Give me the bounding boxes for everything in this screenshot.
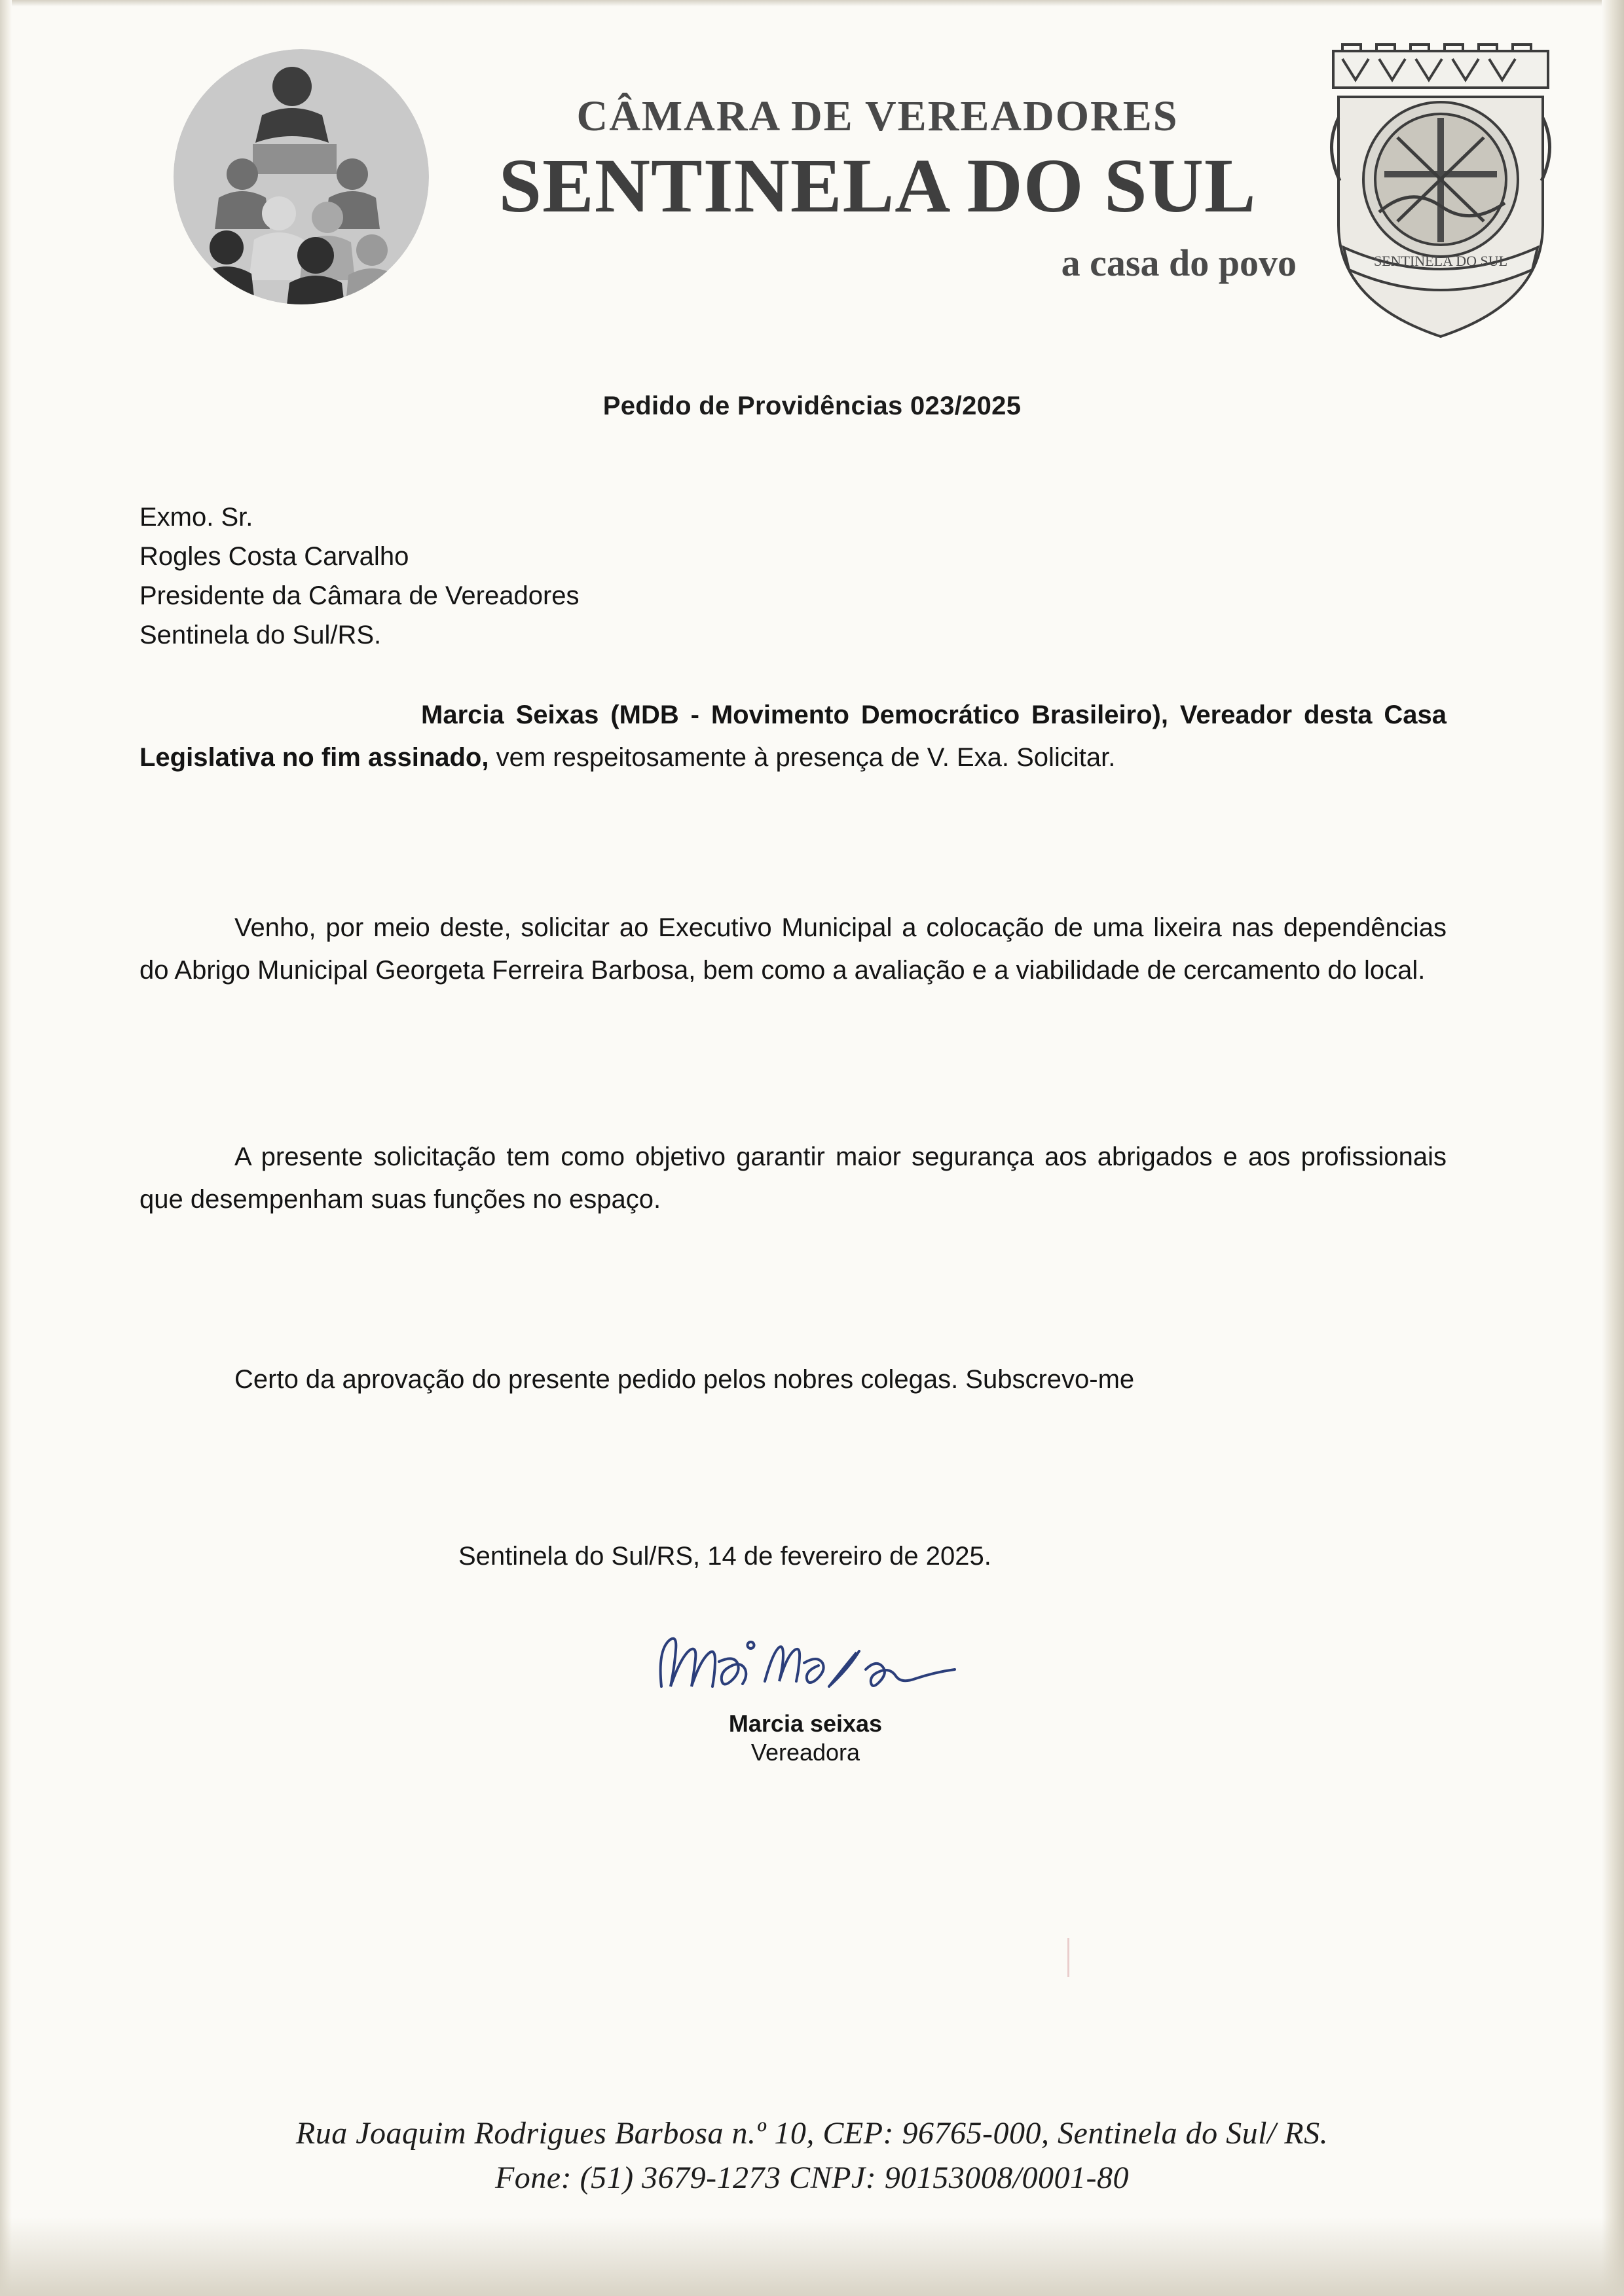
letterhead-text bbox=[452, 92, 1303, 285]
signature-role: Vereadora bbox=[750, 1739, 860, 1766]
addressee-line-4: Sentinela do Sul/RS. bbox=[139, 621, 382, 649]
paragraph-intro bbox=[139, 694, 1447, 779]
paragraph-justification: A presente solicitação tem como objetivo garantir maior segurança aos abrigados e aos profissionais que desempenham suas funções no espaço. bbox=[139, 1142, 1447, 1214]
letterhead-slogan: a casa do povo bbox=[1061, 241, 1297, 284]
footer-line-2: Fone: (51) 3679-1273 CNPJ: 90153008/0001-80 bbox=[494, 2160, 1130, 2196]
paragraph-intro-bold: Marcia Seixas (MDB - Movimento Democrático Brasileiro), Vereador desta Casa Legislativa no fim assinado, bbox=[139, 701, 1447, 772]
faint-scan-mark bbox=[1067, 1938, 1069, 1977]
signature-name: Marcia seixas bbox=[728, 1710, 883, 1737]
footer-line-1: Rua Joaquim Rodrigues Barbosa n.º 10, CEP: 96765-000, Sentinela do Sul/ RS. bbox=[295, 2116, 1329, 2151]
addressee-line-3: Presidente da Câmara de Vereadores bbox=[139, 581, 580, 610]
letterhead-line-1: CÂMARA DE VEREADORES bbox=[576, 92, 1179, 140]
footer-address bbox=[0, 2111, 1624, 2200]
coat-of-arms-icon bbox=[1316, 39, 1565, 347]
paragraph-intro-rest: vem respeitosamente à presença de V. Exa. Solicitar. bbox=[489, 742, 1116, 772]
paragraph-closing: Certo da aprovação do presente pedido pelos nobres colegas. Subscrevo-me bbox=[234, 1365, 1135, 1394]
document-title: Pedido de Providências 023/2025 bbox=[602, 392, 1022, 420]
addressee-line-1: Exmo. Sr. bbox=[139, 503, 253, 532]
svg-text:SENTINELA DO SUL: SENTINELA DO SUL bbox=[1373, 253, 1508, 269]
addressee-line-2: Rogles Costa Carvalho bbox=[139, 542, 409, 571]
paragraph-request: Venho, por meio deste, solicitar ao Executivo Municipal a colocação de uma lixeira nas dependências do Abrigo Municipal Georgeta Ferreira Barbosa, bem como a avaliação e a viabilidade de cercamento do local. bbox=[139, 913, 1447, 985]
letterhead-line-2: SENTINELA DO SUL bbox=[498, 143, 1257, 228]
letterhead bbox=[138, 26, 1506, 367]
addressee-block bbox=[139, 498, 580, 655]
signature-block bbox=[576, 1624, 1035, 1766]
people-assembly-logo-icon bbox=[164, 46, 439, 327]
place-and-date: Sentinela do Sul/RS, 14 de fevereiro de 2025. bbox=[458, 1542, 991, 1571]
handwritten-signature-icon bbox=[576, 1624, 1035, 1709]
